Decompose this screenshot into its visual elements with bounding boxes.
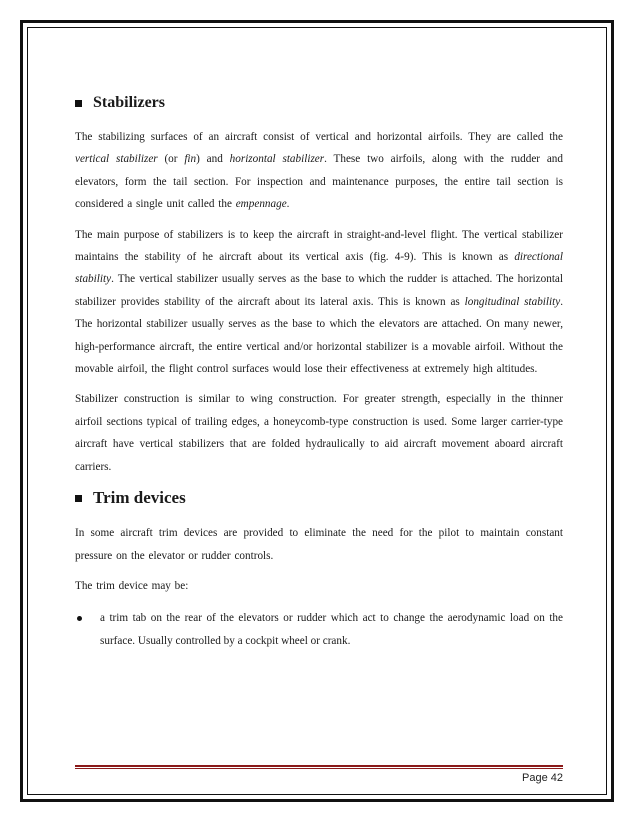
text: . These two airfoils, along with the rudder and elevators, form the tail section. For inspection and maintenance purposes, the entire tail section is considered a single unit called the xyxy=(75,153,563,211)
square-bullet-icon xyxy=(75,100,82,107)
text: . The horizontal stabilizer usually serves as the base to which the elevators are attached. On many newer, high-performance aircraft, the entire vertical and/or horizontal stabilizer is a movable airfoil. Without the movable airfoil, the flight control surfaces would lose their effectiveness at extremely high altitudes. xyxy=(75,295,563,376)
text: ) and xyxy=(196,153,230,166)
heading-text: Stabilizers xyxy=(93,94,165,111)
emphasis: directional stability xyxy=(75,251,563,286)
emphasis: vertical stabilizer xyxy=(75,153,158,166)
list-item xyxy=(75,607,563,652)
emphasis: longitudinal stability xyxy=(464,295,561,308)
emphasis: fin xyxy=(184,153,197,166)
paragraph: In some aircraft trim devices are provided to eliminate the need for the pilot to maintain constant pressure on the elevator or rudder controls. xyxy=(75,527,563,562)
heading-text: Trim devices xyxy=(93,488,186,508)
paragraph xyxy=(75,126,563,216)
footer-rule-thin xyxy=(75,768,563,769)
text: The main purpose of stabilizers is to keep the aircraft in straight-and-level flight. The vertical stabilizer maintains the stability of he aircraft about its vertical axis (fig. 4-9). This is known as xyxy=(75,228,563,264)
bullet-list xyxy=(75,607,563,652)
text: . xyxy=(286,198,290,211)
paragraph xyxy=(75,224,563,381)
emphasis: empennage xyxy=(235,198,287,211)
text: The stabilizing surfaces of an aircraft consist of vertical and horizontal airfoils. They are called the xyxy=(75,131,563,143)
page-number: Page 42 xyxy=(522,772,563,784)
paragraph: Stabilizer construction is similar to wing construction. For greater strength, especially in the thinner airfoil sections typical of trailing edges, a honeycomb-type construction is used. Some larger carrier-type aircraft have vertical stabilizers that are folded hydraulically to aid aircraft movement aboard aircraft carriers. xyxy=(75,393,563,473)
page-content xyxy=(75,94,563,652)
section-heading-stabilizers xyxy=(75,94,563,112)
footer-rule xyxy=(75,765,563,767)
text: . The vertical stabilizer usually serves as the base to which the rudder is attached. The horizontal stabilizer provides stability of the aircraft about its lateral axis. This is known as xyxy=(75,273,563,308)
paragraph: The trim device may be: xyxy=(75,579,189,592)
round-bullet-icon xyxy=(77,616,82,621)
text: (or xyxy=(157,153,185,166)
section-heading-trim-devices xyxy=(75,488,563,508)
emphasis: horizontal stabilizer xyxy=(229,153,325,166)
list-item-text: a trim tab on the rear of the elevators or rudder which act to change the aerodynamic load on the surface. Usually controlled by a cockpit wheel or crank. xyxy=(100,612,563,647)
square-bullet-icon xyxy=(75,495,82,502)
